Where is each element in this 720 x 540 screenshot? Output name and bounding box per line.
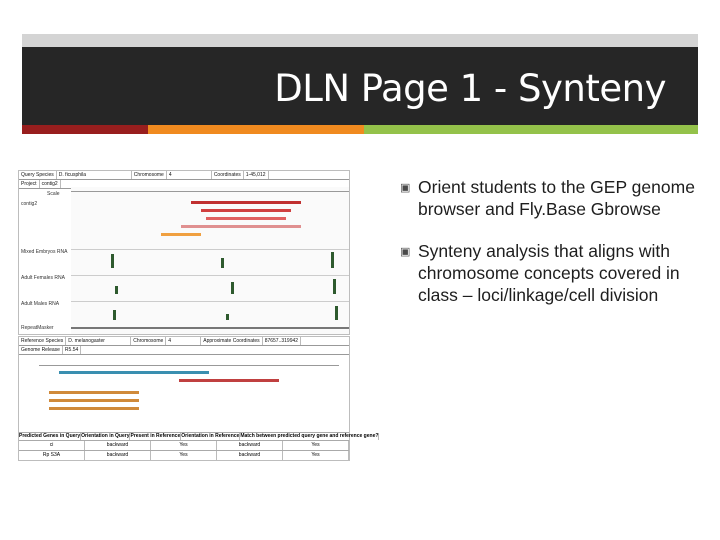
table-header: Orientation in Query: [81, 433, 130, 439]
transcript-track: [49, 399, 139, 402]
table-cell: Rp S3A: [19, 451, 85, 460]
header-cell: Reference Species: [19, 337, 66, 345]
track-label: Adult Females RNA: [21, 275, 65, 281]
table-cell: backward: [217, 451, 283, 460]
table-cell: Yes: [151, 441, 217, 450]
scale-ruler: [39, 365, 339, 366]
ref-gene-track: [59, 371, 209, 374]
blastx-track: [191, 201, 301, 204]
release-value: R5.54: [63, 346, 81, 354]
header-cell: 1-45,012: [244, 171, 269, 179]
ref-gene-track: [179, 379, 279, 382]
header-cell: Query Species: [19, 171, 57, 179]
bullet-text: Synteny analysis that aligns with chromosome concepts covered in class – loci/linkage/cell division: [418, 241, 680, 305]
header-cell: 87657..319942: [263, 337, 301, 345]
reference-screenshot: [18, 336, 379, 461]
table-cell: backward: [217, 441, 283, 450]
accent-red: [22, 125, 148, 134]
transcript-track: [49, 391, 139, 394]
table-cell: Yes: [151, 451, 217, 460]
repeatmasker-track: [71, 327, 349, 329]
query-header: [19, 171, 349, 180]
reference-header: [19, 337, 349, 346]
table-cell: Yes: [283, 451, 349, 460]
scale-ruler: [71, 191, 349, 192]
contig-track: [161, 233, 201, 236]
header-cell: Chromosome: [131, 337, 166, 345]
frame-top-bar: [22, 34, 698, 47]
table-header-row: [19, 432, 379, 440]
book-icon: ▣: [400, 182, 411, 194]
bullet-item: [400, 176, 700, 220]
track-label: Adult Males RNA: [21, 301, 60, 307]
table-header: Predicted Genes in Query: [19, 433, 81, 439]
table-header: Present in Reference: [130, 433, 181, 439]
release-label: Genome Release: [19, 346, 63, 354]
header-cell: 4: [167, 171, 212, 179]
track-area: [71, 187, 349, 334]
rnaseq-adult-females: [71, 275, 349, 294]
track-label: contig2: [21, 201, 38, 207]
header-cell: Coordinates: [212, 171, 244, 179]
bullet-item: [400, 240, 700, 306]
table-header: Orientation in Reference: [181, 433, 240, 439]
rnaseq-adult-males: [71, 301, 349, 320]
transcript-track: [49, 407, 139, 410]
project-label: Project: [19, 180, 40, 188]
rnaseq-mixed-embryos: [71, 249, 349, 268]
bullet-list: [400, 176, 700, 326]
genome-browser-screenshot: [18, 170, 350, 335]
table-row: [19, 450, 349, 460]
track-label: RepeatMasker: [21, 325, 54, 331]
bullet-text: Orient students to the GEP genome browser and Fly.Base Gbrowse: [418, 177, 695, 219]
header-cell: 4: [166, 337, 201, 345]
project-value: contig2: [40, 180, 61, 188]
track-label: Scale: [47, 191, 60, 197]
header-cell: Approximate Coordinates: [201, 337, 262, 345]
gene-prediction-track: [181, 225, 301, 228]
accent-green: [364, 125, 698, 134]
release-row: [19, 346, 349, 355]
header-cell: D. ficusphila: [57, 171, 132, 179]
gene-model-track: [206, 217, 286, 220]
header-cell: Chromosome: [132, 171, 167, 179]
synteny-table: [19, 432, 379, 460]
header-cell: D. melanogaster: [66, 337, 131, 345]
accent-orange: [148, 125, 364, 134]
table-cell: backward: [85, 451, 151, 460]
table-cell: ci: [19, 441, 85, 450]
table-header: Match between predicted query gene and reference gene?: [240, 433, 379, 439]
slide-title: DLN Page 1 - Synteny: [274, 67, 666, 110]
table-cell: backward: [85, 441, 151, 450]
book-icon: ▣: [400, 246, 411, 258]
table-cell: Yes: [283, 441, 349, 450]
gene-model-track: [201, 209, 291, 212]
table-row: [19, 440, 349, 450]
track-label: Mixed Embryos RNA: [21, 249, 68, 255]
title-bar: [22, 47, 698, 125]
